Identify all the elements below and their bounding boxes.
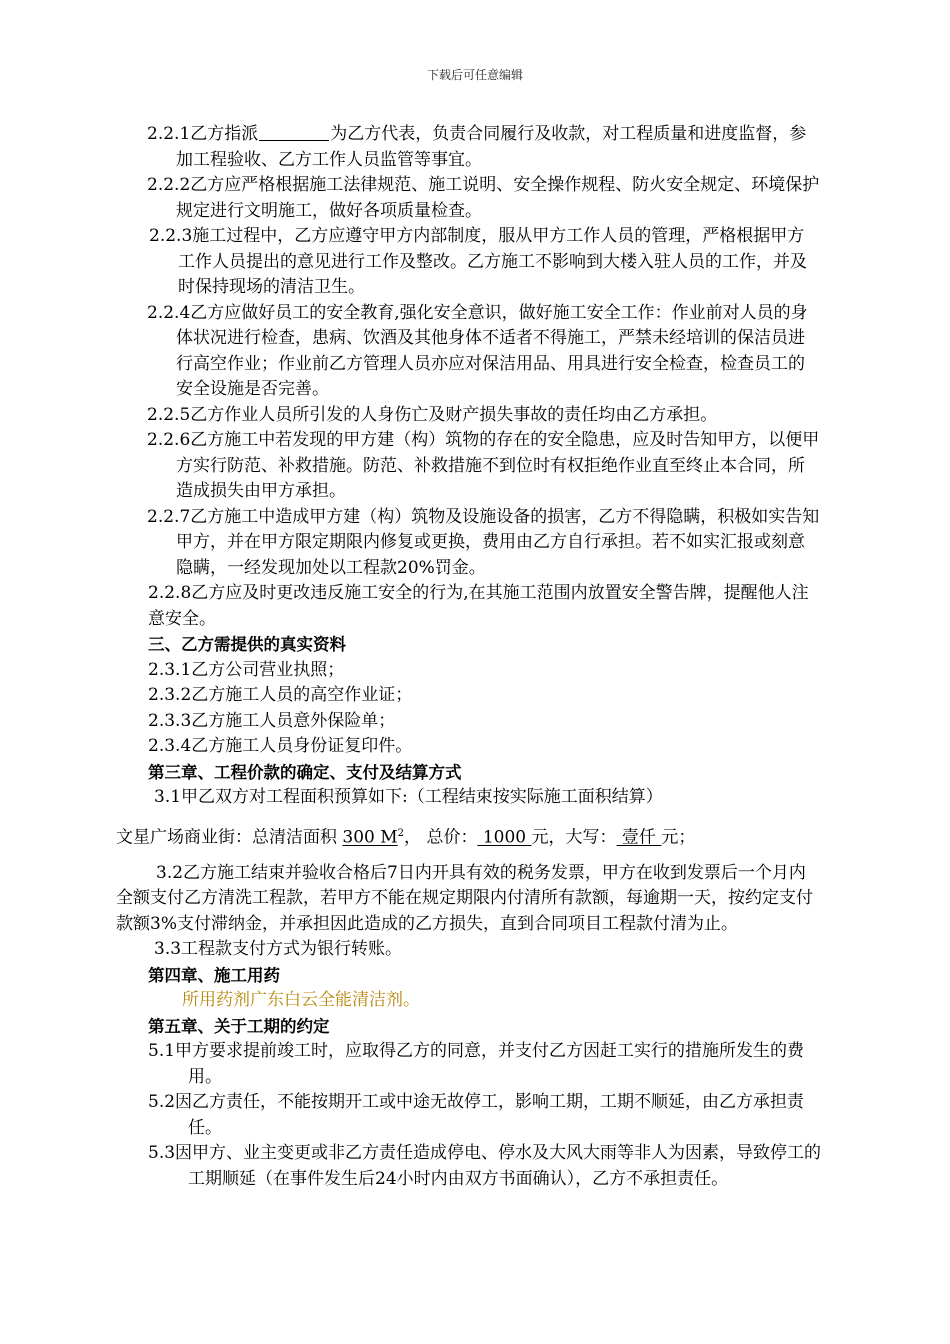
clause-2-2-4: 2.2.4乙方应做好员工的安全教育,强化安全意识，做好施工安全工作：作业前对人员的身体状况进行检查，患病、饮酒及其他身体不适者不得施工，严禁未经培训的保洁员进行高空作业；作业前乙方管理人员亦应对保洁用品、用具进行安全检查，检查员工的安全设施是否完善。	[147, 302, 808, 399]
area-value: 300 M	[342, 827, 398, 848]
document-body	[0, 122, 950, 1192]
clause-5-1: 5.1甲方要求提前竣工时，应取得乙方的同意，并支付乙方因赶工实行的措施所发生的费用。	[148, 1041, 805, 1087]
area-unit-exponent: 2	[397, 827, 405, 839]
chapter-4-heading: 第四章、施工用药	[148, 965, 280, 985]
chemical-agent-line: 所用药剂广东白云全能清洁剂。	[182, 990, 420, 1011]
clause-text: 为乙方代表，负责合同履行及收款，对工程质量和进度监督，参加工程验收、乙方工作人员监管等事宜。	[176, 124, 807, 170]
section-heading-3: 三、乙方需提供的真实资料	[148, 635, 346, 654]
cost-label: 文星广场商业街：总清洁面积	[116, 827, 343, 848]
clause-2-2-8: 2.2.8乙方应及时更改违反施工安全的行为,在其施工范围内放置安全警告牌，提醒他人注意安全。	[148, 583, 809, 629]
clause-2-2-1	[0, 122, 820, 173]
representative-blank	[259, 123, 329, 141]
clause-3-3: 3.3工程款支付方式为银行转账。	[154, 939, 403, 960]
clause-2-3-1: 2.3.1乙方公司营业执照；	[148, 659, 345, 680]
clause-2-2-2: 2.2.2乙方应严格根据施工法律规范、施工说明、安全操作规程、防火安全规定、环境保护规定进行文明施工，做好各项质量检查。	[147, 175, 820, 221]
clause-2-3-3: 2.3.3乙方施工人员意外保险单；	[148, 710, 396, 731]
clause-2-2-5: 2.2.5乙方作业人员所引发的人身伤亡及财产损失事故的责任均由乙方承担。	[147, 404, 718, 425]
clause-2-2-6: 2.2.6乙方施工中若发现的甲方建（构）筑物的存在的安全隐患，应及时告知甲方，以便甲方实行防范、补救措施。防范、补救措施不到位时有权拒绝作业直至终止本合同，所造成损失由甲方承担。	[147, 430, 820, 501]
chapter-5-heading: 第五章、关于工期的约定	[148, 1016, 330, 1036]
currency-suffix: 元；	[661, 827, 696, 848]
price-label: ， 总价：	[404, 827, 478, 848]
clause-5-3: 5.3因甲方、业主变更或非乙方责任造成停电、停水及大风大雨等非人为因素，导致停工的工期顺延（在事件发生后24小时内由双方书面确认），乙方不承担责任。	[148, 1143, 822, 1189]
cost-line	[0, 821, 950, 851]
uppercase-label: 元，大写：	[531, 827, 617, 848]
clause-text: 2.2.1乙方指派	[147, 124, 259, 144]
uppercase-price: 壹仟	[616, 827, 662, 848]
clause-2-2-7: 2.2.7乙方施工中造成甲方建（构）筑物及设施设备的损害，乙方不得隐瞒，积极如实告知甲方，并在甲方限定期限内修复或更换，费用由乙方自行承担。若不如实汇报或刻意隐瞒，一经发现加处以工程款20%罚金。	[147, 506, 820, 578]
clause-2-3-4: 2.3.4乙方施工人员身份证复印件。	[148, 736, 413, 756]
clause-5-2: 5.2因乙方责任，不能按期开工或中途无故停工，影响工期，工期不顺延，由乙方承担责任。	[148, 1092, 805, 1138]
price-value: 1000	[477, 827, 532, 848]
clause-2-3-2: 2.3.2乙方施工人员的高空作业证；	[148, 685, 413, 705]
clause-2-2-3: 2.2.3施工过程中，乙方应遵守甲方内部制度，服从甲方工作人员的管理，严格根据甲方工作人员提出的意见进行工作及整改。乙方施工不影响到大楼入驻人员的工作，并及时保持现场的清洁卫生。	[149, 226, 807, 297]
clause-3-2: 3.2乙方施工结束并验收合格后7日内开具有效的税务发票，甲方在收到发票后一个月内全额支付乙方清洗工程款，若甲方不能在规定期限内付清所有款额，每逾期一天，按约定支付款额3%支付滞纳金，并承担因此造成的乙方损失，直到合同项目工程款付清为止。	[116, 862, 813, 934]
chapter-3-heading: 第三章、工程价款的确定、支付及结算方式	[148, 762, 462, 782]
clause-3-1: 3.1甲乙双方对工程面积预算如下:（工程结束按实际施工面积结算）	[154, 787, 663, 807]
page-header: 下载后可任意编辑	[426, 68, 523, 82]
